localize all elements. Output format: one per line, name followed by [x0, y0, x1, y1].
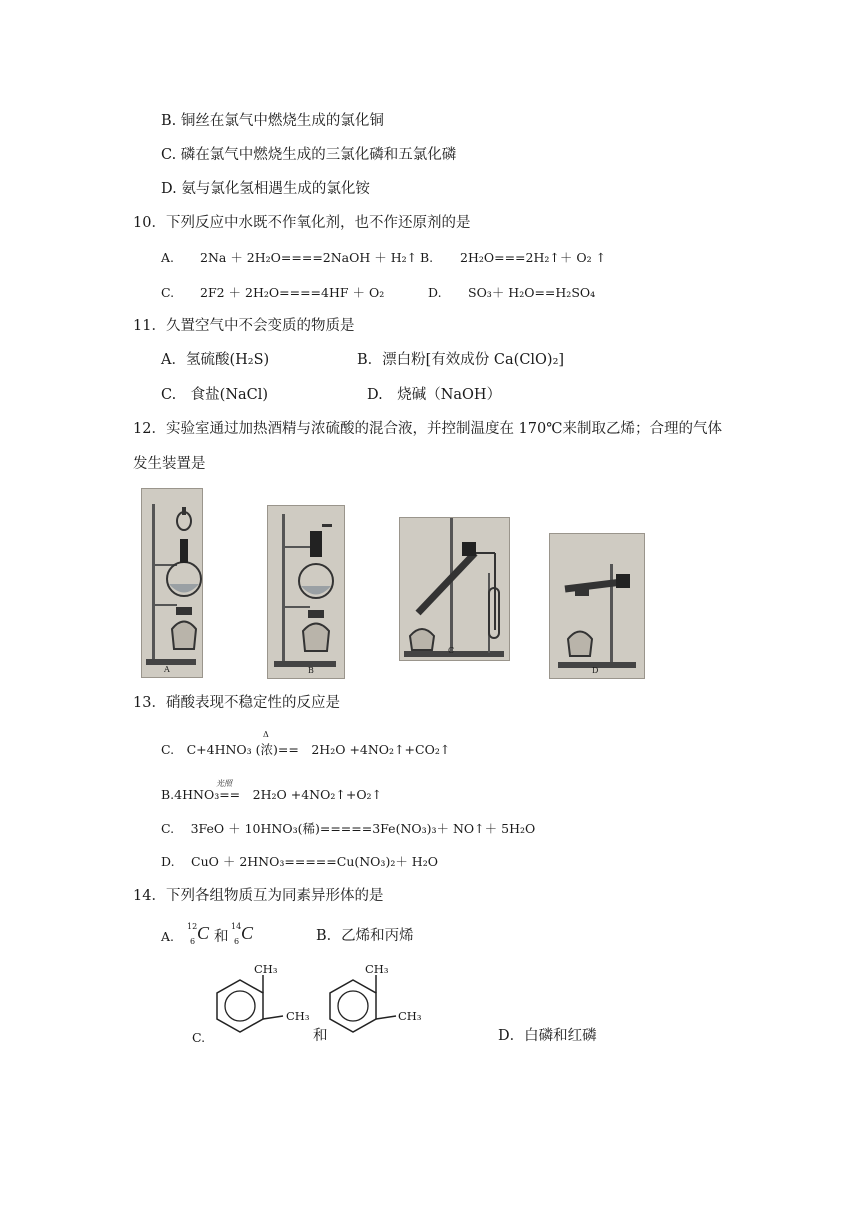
q13-option-a-condition: Δ: [263, 730, 269, 739]
q10-option-b-label: B.: [420, 250, 434, 265]
q13-option-d: D. CuO ＋ 2HNO₃=====Cu(NO₃)₂＋ H₂O: [161, 854, 438, 869]
q13-option-b-condition: 光照: [216, 779, 232, 788]
apparatus-label-b: B: [308, 666, 314, 675]
q13-option-c: C. 3FeO ＋ 10HNO₃(稀)=====3Fe(NO₃)₃＋ NO↑＋ 5H₂O: [161, 821, 536, 836]
q10-option-a: 2Na ＋ 2H₂O====2NaOH ＋ H₂↑: [200, 250, 418, 265]
q10-option-b: 2H₂O===2H₂↑＋ O₂ ↑: [460, 250, 607, 265]
q10-option-d-label: D.: [428, 285, 442, 300]
xylene-structure-2: [318, 970, 398, 1045]
q9-option-d: D. 氨与氯化氢相遇生成的氯化铵: [161, 181, 370, 197]
q12-stem-line2: 发生装置是: [133, 456, 206, 472]
q14-option-a-label: A.: [161, 929, 175, 944]
q14-and-c: 和: [313, 1028, 328, 1044]
q11-option-a: A．氢硫酸(H₂S): [161, 352, 270, 368]
q14-c14-symbol: C: [241, 923, 254, 943]
q13-stem: 13．硝酸表现不稳定性的反应是: [133, 695, 340, 711]
xylene-2-ch3-top: CH₃: [365, 962, 389, 976]
apparatus-label-c: C: [448, 646, 455, 655]
q14-c14-atomic-number: 6: [234, 937, 240, 946]
q14-c14-mass-number: 14: [231, 922, 242, 931]
q14-option-b: B．乙烯和丙烯: [316, 928, 414, 944]
q13-option-a: C. C+4HNO₃ (浓)== 2H₂O +4NO₂↑+CO₂↑: [161, 742, 451, 757]
xylene-structure-1: [205, 970, 285, 1045]
xylene-1-ch3-side: CH₃: [286, 1009, 310, 1023]
q14-and-a: 和: [214, 929, 229, 945]
q14-stem: 14．下列各组物质互为同素异形体的是: [133, 888, 384, 904]
q11-option-b: B．漂白粉[有效成份 Ca(ClO)₂]: [357, 352, 565, 368]
q14-c12-atomic-number: 6: [190, 937, 196, 946]
q11-option-c: C. 食盐(NaCl): [161, 387, 269, 403]
q11-stem: 11．久置空气中不会变质的物质是: [133, 318, 355, 334]
apparatus-label-a: A: [164, 665, 170, 674]
q10-option-c-label: C.: [161, 285, 175, 300]
q9-option-c: C. 磷在氯气中燃烧生成的三氯化磷和五氯化磷: [161, 147, 457, 163]
xylene-1-ch3-top: CH₃: [254, 962, 278, 976]
apparatus-label-d: D: [592, 666, 599, 675]
q10-stem: 10．下列反应中水既不作氧化剂，也不作还原剂的是: [133, 215, 471, 231]
q10-option-a-label: A.: [161, 250, 175, 265]
q10-option-c: 2F2 ＋ 2H₂O====4HF ＋ O₂: [200, 285, 385, 300]
q14-option-c-label: C.: [192, 1030, 206, 1045]
apparatus-image-a: [141, 488, 203, 678]
q14-option-d: D．白磷和红磷: [498, 1028, 597, 1044]
q9-option-b: B. 铜丝在氯气中燃烧生成的氯化铜: [161, 113, 384, 129]
apparatus-image-c: [399, 517, 510, 661]
apparatus-image-b: [267, 505, 345, 679]
q11-option-d: D. 烧碱（NaOH）: [367, 387, 502, 403]
apparatus-image-d: [549, 533, 645, 679]
q12-stem-line1: 12．实验室通过加热酒精与浓硫酸的混合液，并控制温度在 170℃来制取乙烯；合理的气体: [133, 421, 722, 437]
q10-option-d: SO₃＋ H₂O==H₂SO₄: [468, 285, 596, 300]
xylene-2-ch3-side: CH₃: [398, 1009, 422, 1023]
q14-c12-symbol: C: [197, 923, 210, 943]
q13-option-b: B.4HNO₃== 2H₂O +4NO₂↑+O₂↑: [161, 787, 383, 802]
q14-c12-mass-number: 12: [187, 922, 198, 931]
